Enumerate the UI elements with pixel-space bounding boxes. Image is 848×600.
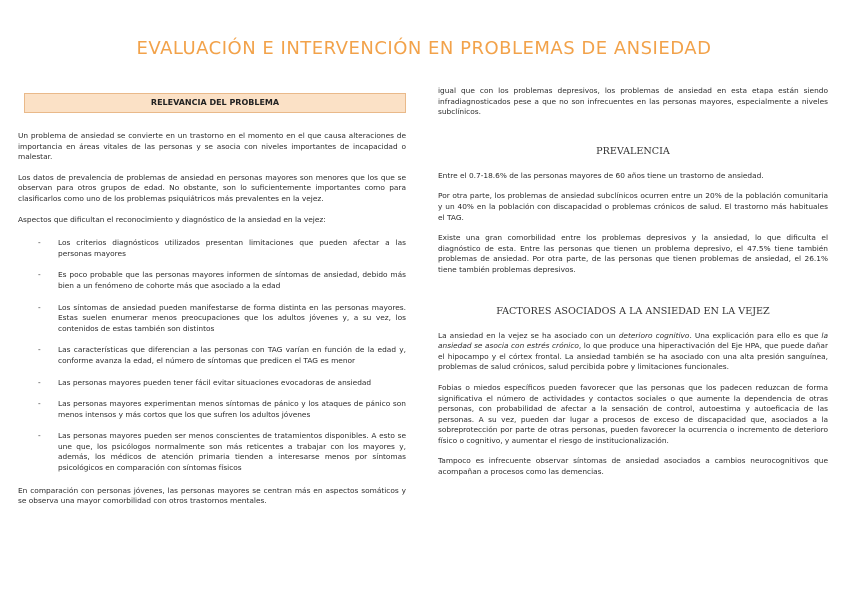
factores-heading: FACTORES ASOCIADOS A LA ANSIEDAD EN LA VEJEZ xyxy=(496,305,770,317)
bullet-dash: - xyxy=(38,238,41,248)
prevalencia-heading: PREVALENCIA xyxy=(596,145,670,157)
list-item-text: Las personas mayores pueden tener fácil evitar situaciones evocadoras de ansiedad xyxy=(58,377,372,387)
list-item xyxy=(18,303,406,335)
list-item-text: Los criterios diagnósticos utilizados presentan limitaciones que pueden afectar a las personas mayores xyxy=(58,238,406,258)
list-item xyxy=(18,431,406,473)
bullet-dash: - xyxy=(38,302,41,312)
list-item xyxy=(18,378,406,389)
list-item xyxy=(18,399,406,420)
section-title-box: RELEVANCIA DEL PROBLEMA xyxy=(24,93,406,113)
paragraph-aspects-intro: Aspectos que dificultan el reconocimiento y diagnóstico de la ansiedad en la vejez: xyxy=(18,214,326,224)
paragraph-prevalencia-2: Por otra parte, los problemas de ansiedad subclínicos ocurren entre un 20% de la población comunitaria y un 40% en la población con discapacidad o problemas crónicos de salud. El trastorno más habituales el TAG. xyxy=(438,191,828,222)
paragraph-factores-3: Tampoco es infrecuente observar síntomas de ansiedad asociados a cambios neurocognitivos que acompañan a procesos como las demencias. xyxy=(438,456,828,477)
list-item xyxy=(18,345,406,366)
aspects-list xyxy=(18,238,406,474)
paragraph-prevalencia-1: Entre el 0.7-18.6% de las personas mayores de 60 años tiene un trastorno de ansiedad. xyxy=(438,170,764,180)
paragraph-prevalence-data: Los datos de prevalencia de problemas de ansiedad en personas mayores son menores que los que se observan para otros grupos de edad. No obstante, son lo suficientemente importantes como para clasificarlos como uno de los problemas psiquiátricos más prevalentes en la vejez. xyxy=(18,172,406,203)
list-item-text: Las personas mayores pueden ser menos conscientes de tratamientos disponibles. A esto se une que, los psicólogos normalmente son más reticentes a trabajar con los mayores y, además, los médicos de atención primaria tienden a interesarse menos por síntomas psicológicos en comparación con síntomas físicos xyxy=(58,431,406,473)
text-run: , lo que produce una hiperactivación del Eje HPA, que puede dañar el hipocampo y el córtex frontal. La ansiedad también se ha asociado con una alta presión sanguínea, problemas de salud crónicos, salud percibida pobre y limitaciones funcionales. xyxy=(438,341,828,372)
left-column xyxy=(18,93,406,517)
bullet-dash: - xyxy=(38,431,41,441)
bullet-dash: - xyxy=(38,345,41,355)
paragraph-factores-2: Fobias o miedos específicos pueden favorecer que las personas que los padecen reduzcan de forma significativa el número de actividades y contactos sociales o que aumente la dependencia de otras personas, con probabilidad de afectar a la sensación de control, autoestima y autoeficacia de las personas. A su vez, pueden dar lugar a procesos de exceso de discapacidad que, asociados a la sobreprotección por parte de otras personas, pueden favorecer la ocurrencia o incremento de deterioro físico o cognitivo, y aumentar el riesgo de institucionalización. xyxy=(438,382,828,445)
paragraph-intro: Un problema de ansiedad se convierte en un trastorno en el momento en el que causa alteraciones de importancia en áreas vitales de las personas y se asocia con niveles importantes de incapacidad o malestar. xyxy=(18,131,406,162)
text-run: La ansiedad en la vejez se ha asociado con un xyxy=(438,330,619,340)
text-run: . Una explicación para ello es que xyxy=(689,330,822,340)
emphasis-deterioro: deterioro cognitivo xyxy=(618,330,690,340)
list-item-text: Las personas mayores experimentan menos síntomas de pánico y los ataques de pánico son menos intensos y más cortos que los que sufren los adultos jóvenes xyxy=(58,399,406,419)
list-item xyxy=(18,270,406,291)
bullet-dash: - xyxy=(38,270,41,280)
paragraph-continuation: igual que con los problemas depresivos, los problemas de ansiedad en esta etapa están siendo infradiagnosticados pese a que no son infrecuentes en las personas mayores, especialmente a niveles subclínicos. xyxy=(438,86,828,117)
emphasis-estres: la ansiedad se asocia con estrés crónico xyxy=(438,330,828,351)
page-title: EVALUACIÓN E INTERVENCIÓN EN PROBLEMAS DE ANSIEDAD xyxy=(136,38,712,59)
paragraph-comparison: En comparación con personas jóvenes, las personas mayores se centran más en aspectos somáticos y se observa una mayor comorbilidad con otros trastornos mentales. xyxy=(18,485,406,506)
bullet-dash: - xyxy=(38,399,41,409)
list-item-text: Los síntomas de ansiedad pueden manifestarse de forma distinta en las personas mayores. Estas suelen enumerar menos preocupaciones que los adultos jóvenes y, a su vez, los contenidos de estas también son distintos xyxy=(58,302,406,333)
list-item-text: Es poco probable que las personas mayores informen de síntomas de ansiedad, debido más bien a un fenómeno de cohorte más que asociado a la edad xyxy=(58,270,406,290)
paragraph-factores-1 xyxy=(438,331,828,373)
list-item-text: Las características que diferencian a las personas con TAG varían en función de la edad y, conforme avanza la edad, el número de síntomas que predicen el TAG es menor xyxy=(58,345,406,365)
paragraph-prevalencia-3: Existe una gran comorbilidad entre los problemas depresivos y la ansiedad, lo que dificulta el diagnóstico de esta. Entre las personas que tienen un problema depresivo, el 47.5% tiene también problemas de ansiedad. Por otra parte, de las personas que tienen problemas de ansiedad, el 26.1% tiene también problemas depresivos. xyxy=(438,233,828,274)
bullet-dash: - xyxy=(38,377,41,387)
list-item xyxy=(18,238,406,259)
right-column xyxy=(438,86,828,488)
